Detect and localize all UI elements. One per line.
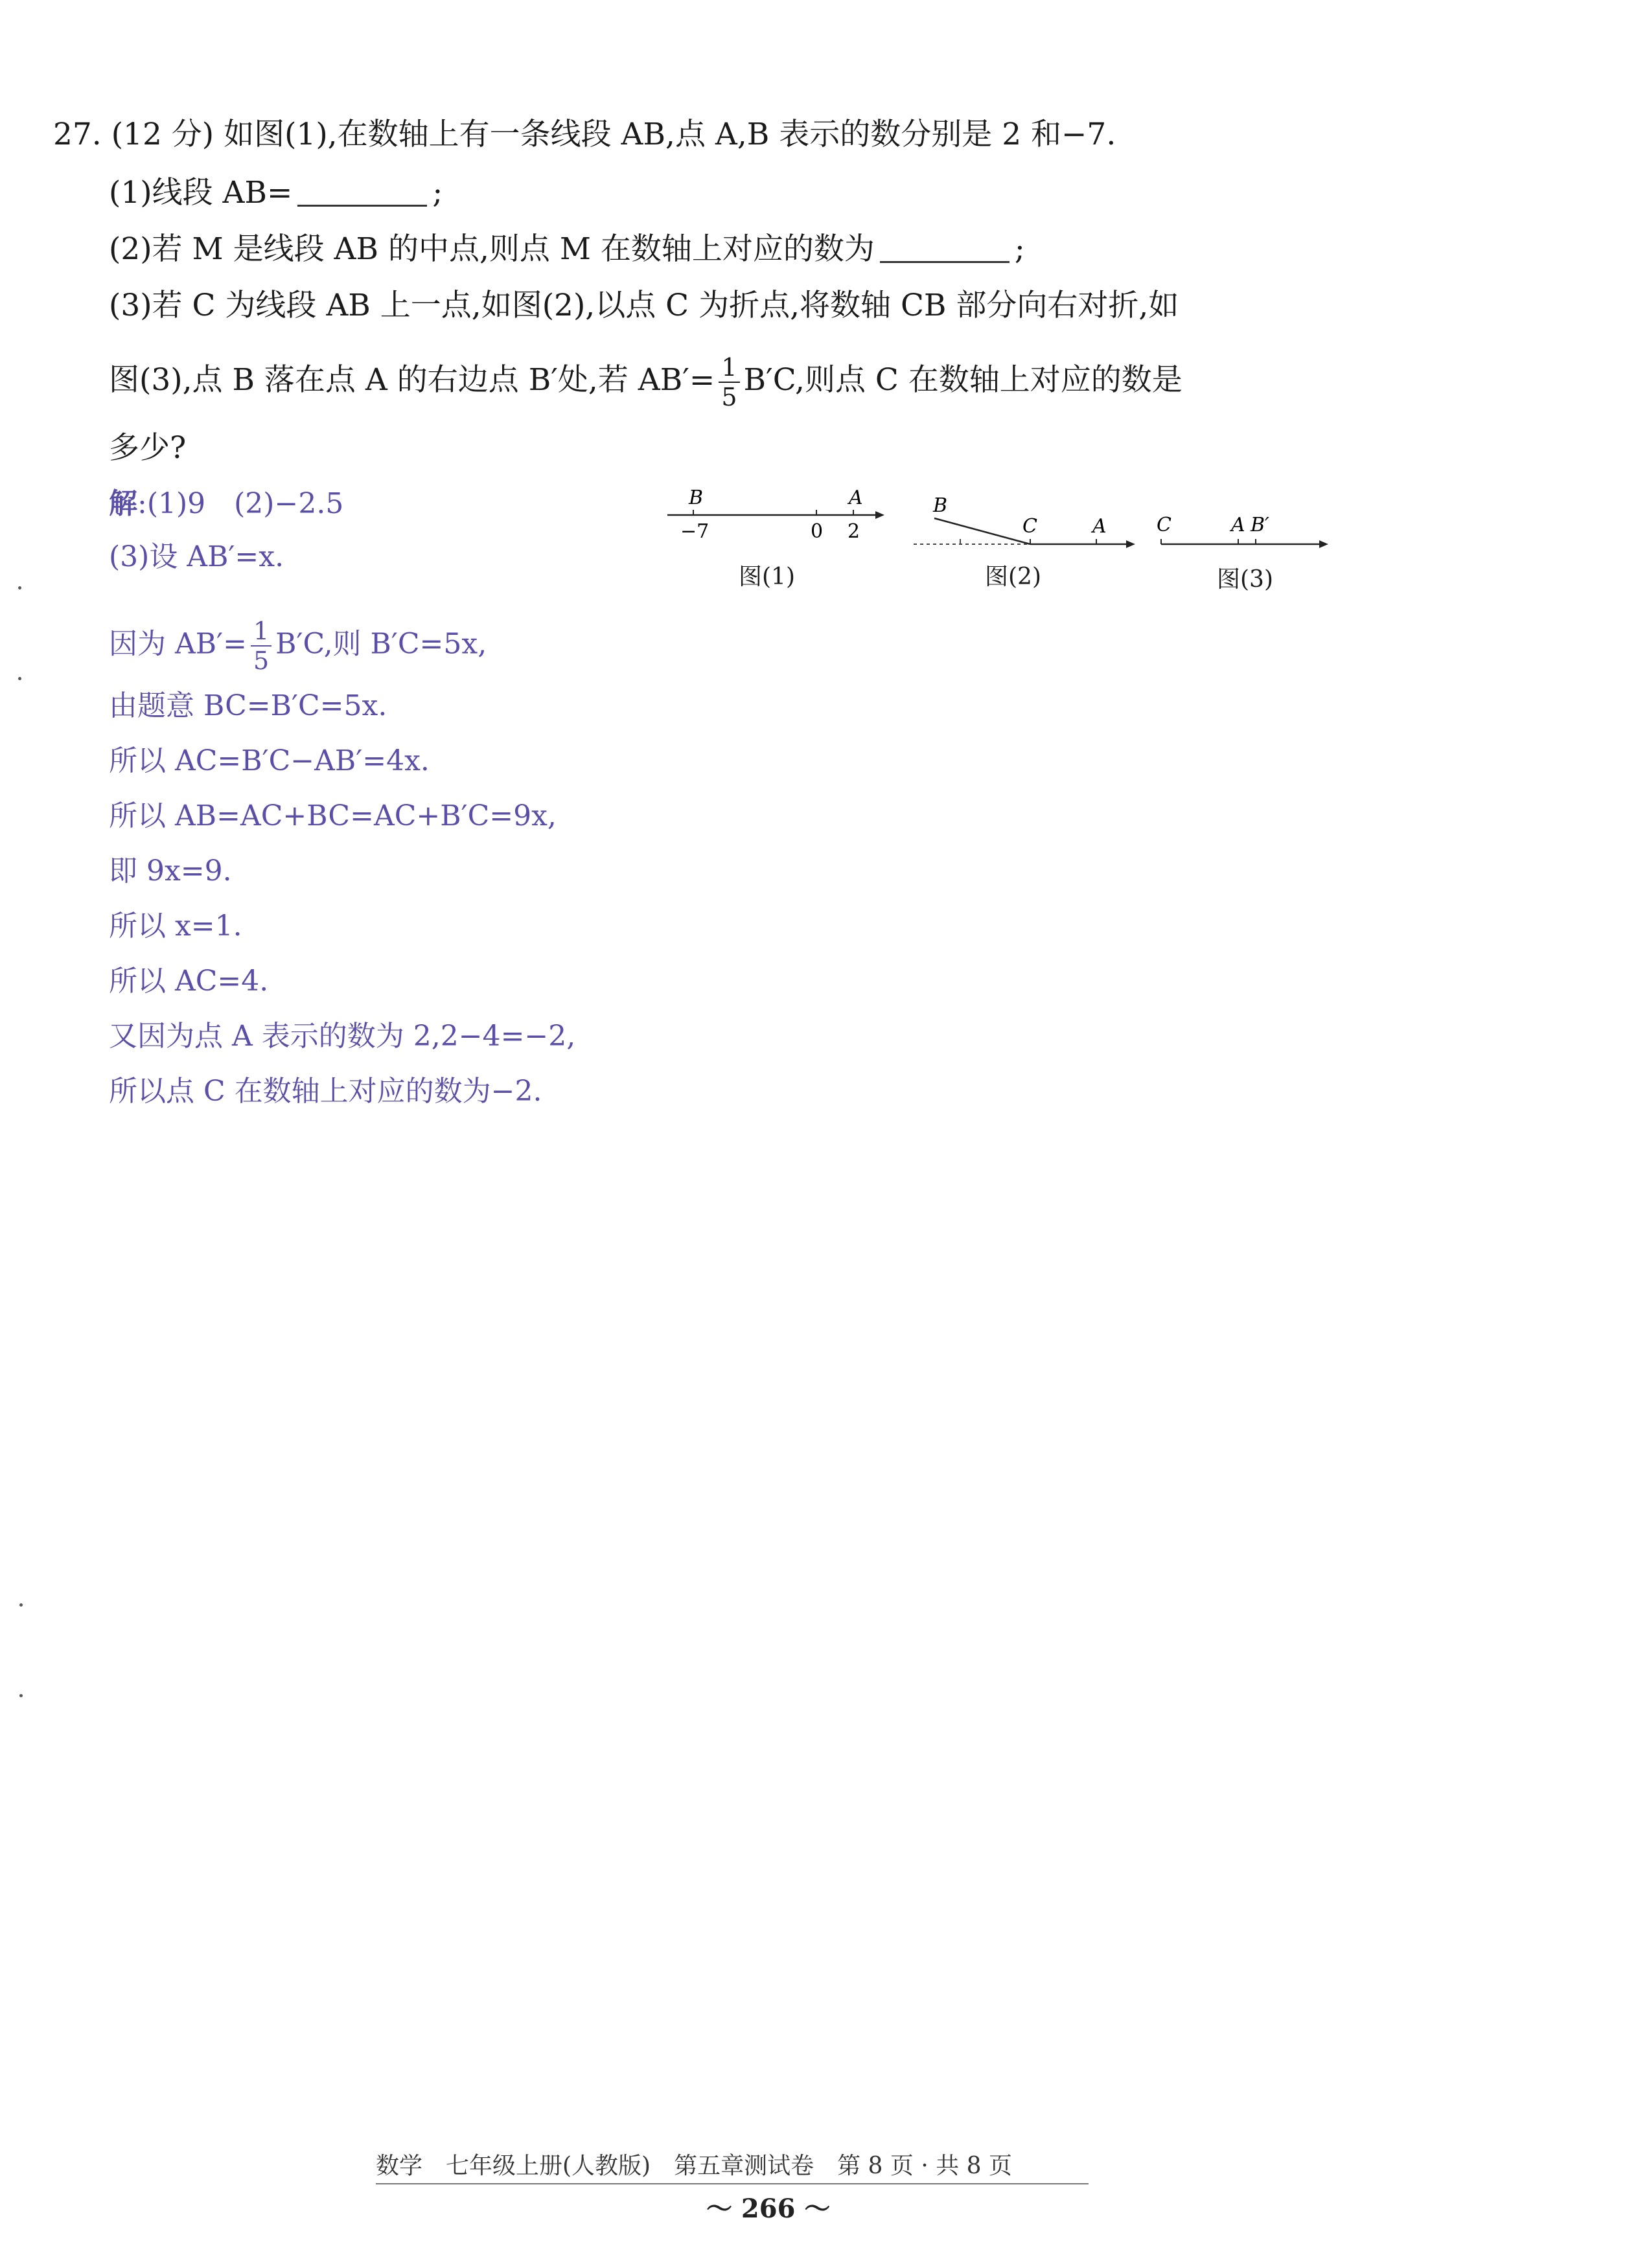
part1-end: ; [432, 175, 443, 211]
answer-blank-1 [297, 179, 427, 207]
point-b-label: B [689, 487, 704, 509]
question-part3-line1: (3)若 C 为线段 AB 上一点,如图(2),以点 C 为折点,将数轴 CB 部分向右对折,如 [109, 288, 1179, 323]
point-a-label: A [1092, 515, 1107, 538]
answer-line3-a: 因为 AB′= [109, 627, 247, 661]
question-stem: 如图(1),在数轴上有一条线段 AB,点 A,B 表示的数分别是 2 和−7. [224, 117, 1116, 152]
question-number: 27. [53, 117, 102, 152]
figure-2-caption: 图(2) [985, 564, 1041, 590]
answer-line-7: 即 9x=9. [109, 854, 232, 888]
point-c-label: C [1022, 515, 1037, 538]
answer-line-9: 所以 AC=4. [109, 965, 269, 998]
frac-numerator: 1 [719, 353, 739, 383]
answer-fraction [251, 617, 271, 675]
answer-line-5: 所以 AC=B′C−AB′=4x. [109, 744, 430, 777]
margin-speck [18, 586, 21, 590]
answer-line-8: 所以 x=1. [109, 910, 242, 943]
part2-end: ; [1014, 231, 1025, 267]
point-b-prime-label: B′ [1251, 514, 1269, 536]
answer-line-4: 由题意 BC=B′C=5x. [109, 689, 387, 722]
answer-line-10: 又因为点 A 表示的数为 2,2−4=−2, [109, 1020, 576, 1053]
question-part3-line2 [109, 353, 1182, 411]
figure-2-fold [907, 486, 1147, 551]
figure-1-svg [664, 486, 897, 551]
figure-2-svg [907, 486, 1147, 551]
margin-speck [18, 677, 21, 680]
arrow-head-icon [1319, 540, 1328, 548]
figure-3-caption: 图(3) [1217, 566, 1273, 593]
answer-line-11: 所以点 C 在数轴上对应的数为−2. [109, 1075, 542, 1108]
page-footer: 数学 七年级上册(人教版) 第五章测试卷 第 8 页 · 共 8 页 [376, 2148, 1089, 2184]
page-number: ～ 266 ～ [706, 2194, 831, 2224]
tick-label-0: 0 [811, 520, 824, 543]
figure-3-svg [1153, 505, 1335, 557]
answer-line-2: (3)设 AB′=x. [109, 540, 284, 573]
question-score: (12 分) [111, 117, 214, 152]
answer-part1-2: :(1)9 (2)−2.5 [137, 487, 344, 520]
part1-text: (1)线段 AB= [109, 175, 293, 211]
figure-1-caption: 图(1) [739, 564, 795, 590]
part3-text-a: 图(3),点 B 落在点 A 的右边点 B′处,若 AB′= [109, 362, 715, 398]
question-part1 [109, 174, 443, 212]
arrow-head-icon [1126, 540, 1135, 548]
answer-frac-den: 5 [253, 647, 270, 675]
point-b-label: B [933, 494, 948, 517]
part2-text: (2)若 M 是线段 AB 的中点,则点 M 在数轴上对应的数为 [109, 231, 875, 267]
question-stem-line [53, 115, 1116, 154]
arrow-head-icon [875, 511, 884, 519]
point-a-label: A [1231, 514, 1245, 536]
tick-label-2: 2 [848, 520, 860, 543]
answer-blank-2 [880, 235, 1009, 263]
tick-label-minus7: −7 [680, 520, 709, 543]
fraction-one-fifth [719, 353, 739, 411]
margin-speck [19, 1694, 23, 1697]
answer-line-3 [109, 617, 487, 675]
point-c-label: C [1157, 514, 1171, 536]
answer-line-6: 所以 AB=AC+BC=AC+B′C=9x, [109, 799, 557, 832]
answer-frac-num: 1 [251, 617, 271, 647]
frac-denominator: 5 [721, 383, 737, 411]
part3-text-b: B′C,则点 C 在数轴上对应的数是 [743, 362, 1182, 398]
point-a-label: A [849, 487, 863, 509]
question-part3-line3: 多少? [109, 430, 187, 466]
folded-segment [934, 518, 1030, 544]
question-part2 [109, 230, 1025, 269]
answer-label: 解 [109, 487, 137, 520]
answer-line-1 [109, 485, 343, 523]
answer-line3-b: B′C,则 B′C=5x, [275, 627, 487, 661]
figure-3-folded-line [1153, 505, 1335, 557]
figure-1-number-line [664, 486, 897, 551]
margin-speck [19, 1603, 23, 1607]
